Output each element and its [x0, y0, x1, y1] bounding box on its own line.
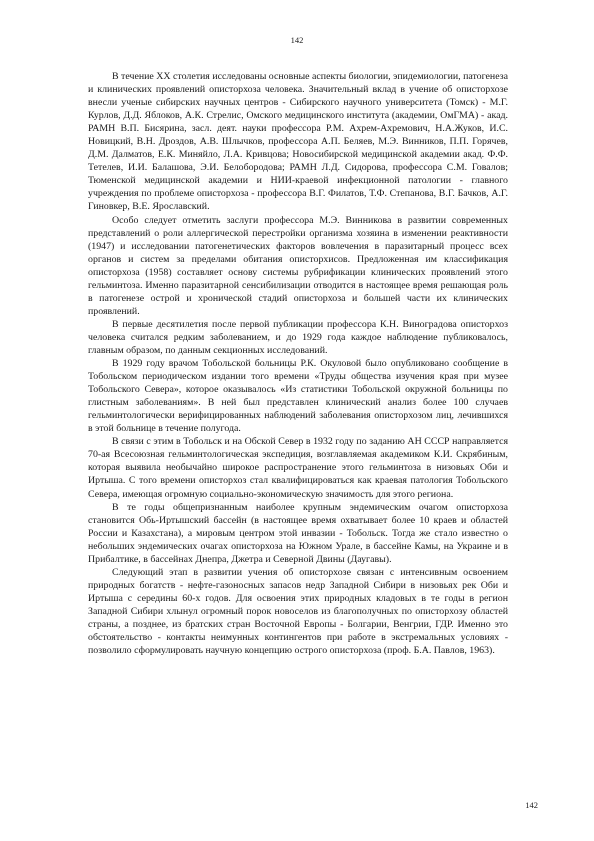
paragraph: В течение XX столетия исследованы основные аспекты биологии, эпидемиологии, патогенеза и клинических проявлений описторхоза человека. Значительный вклад в учение об описторхозе внесли ученые сибирских научных центров - Сибирского научного университета (Томск) - М.Г. Курлов, Д.Д. Яблоков, А.К. Стрелис, Омского медицинского института (академии, ОмГМА) - акад. РАМН В.П. Бисярина, засл. деят. науки профессора Р.М. Ахрем-Ахремович, Н.А.Жуков, И.С. Новицкий, В.Н. Дроздов, А.В. Шлычков, профессора А.П. Беляев, М.Э. Винников, П.П. Горячев, Д.М. Далматов, Е.К. Миняйло, Л.А. Кривцова; Новосибирской медицинской академии акад. Ф.Ф. Тетелев, И.И. Балашова, Э.И. Белобородова; РАМН Л.Д. Сидорова, профессора С.М. Говалов; Тюменской медицинской академии и НИИ-краевой инфекционной патологии - главного учреждения по проблеме описторхоза - профессора В.Г. Филатов, Т.Ф. Степанова, В.Г. Бачков, А.Г. Гиновкер, В.Е. Ярославский.	[88, 71, 508, 213]
paragraph: В те годы общепризнанным наиболее крупным эндемическим очагом описторхоза становится Обь-Иртышский бассейн (в настоящее время охватывает более 10 краев и областей России и Казахстана), а мировым центром этой инвазии - Тобольск. Тогда же стало известно о небольших эндемических очагах описторхоза на Южном Урале, в бассейне Камы, на Украине и в Прибалтике, в бассейнах Днепра, Джетра и Северной Двины (Даугавы).	[88, 501, 508, 565]
paragraph: В 1929 году врачом Тобольской больницы Р.К. Окуловой было опубликовано сообщение в Тобольском периодическом издании того времени «Труды общества изучения края при музее Тобольского Севера», которое оказывалось «Из статистики Тобольской окружной больницы по глистным заболеваниям». В ней был представлен клинический анализ более 100 случаев гельминтологически верифицированных наблюдений заболевания описторхозом лиц, лечившихся в этой больнице в течение полугода.	[88, 358, 508, 435]
paragraph: Особо следует отметить заслуги профессора М.Э. Винникова в развитии современных представлений о роли аллергической перестройки организма хозяина в изменении реактивности (1947) и исследовании патогенетических факторов вовлечения в паразитарный процесс всех органов и систем за пределами обитания описторхисов. Предложенная им классификация описторхоза (1958) составляет основу системы рубрификации клинических проявлений этого гельминтоза. Именно паразитарной сенсибилизации отводится в настоящее время решающая роль в патогенезе острой и хронической стадий описторхоза и большей части их клинических проявлений.	[88, 214, 508, 317]
paragraph: Следующий этап в развитии учения об описторхозе связан с интенсивным освоением природных богатств - нефте-газоносных запасов недр Западной Сибири в низовьях рек Оби и Иртыша с середины 60-х годов. Для освоения этих природных кладовых в те годы в регион Западной Сибири хлынул огромный порок новоселов из благополучных по описторхозу областей страны, а позднее, из братских стран Восточной Европы - Болгарии, Венгрии, ГДР. Именно это обстоятельство - контакты неимунных контингентов при работе в экстремальных условиях - позволило сформулировать научную концепцию острого описторхоза (проф. Б.А. Павлов, 1963).	[88, 566, 508, 657]
paragraph: В связи с этим в Тобольск и на Обской Север в 1932 году по заданию АН СССР направляется 70-ая Всесоюзная гельминтологическая экспедиция, возглавляемая академиком К.И. Скрябиным, которая выявила необычайно широкое распространение этого гельминтоза в низовьях Оби и Иртыша. С того времени описторхоз стал квалифицироваться как краевая патология Тобольского Севера, имеющая огромную социально-экономическую значимость для этого региона.	[88, 436, 508, 500]
body-text	[88, 70, 508, 657]
paragraph: В первые десятилетия после первой публикации профессора К.Н. Виноградова описторхоз человека считался редким заболеванием, и до 1929 года каждое наблюдение публиковалось, главным образом, по данным секционных исследований.	[88, 318, 508, 356]
page-number-top: 142	[290, 35, 304, 45]
page-number-bottom: 142	[525, 800, 538, 810]
